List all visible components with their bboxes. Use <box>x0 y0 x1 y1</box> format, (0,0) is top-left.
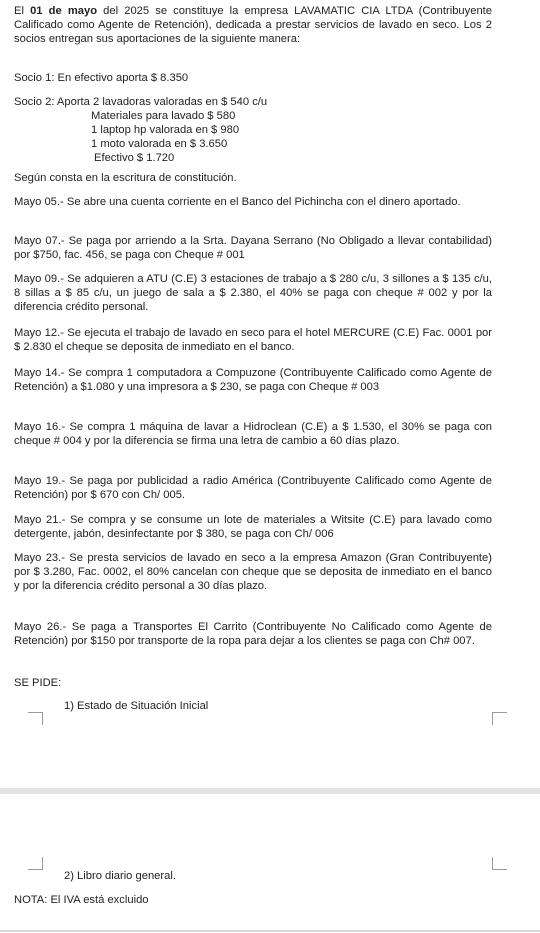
socio2-item: Efectivo $ 1.720 <box>94 152 175 164</box>
socio2-item: 1 laptop hp valorada en $ 980 <box>91 124 240 136</box>
transaction-date: Mayo 19. <box>14 475 62 487</box>
socio2-item: 1 moto valorada en $ 3.650 <box>91 138 228 150</box>
transaction-text: - Se paga por arriendo a la Srta. Dayana Serrano (No Obligado a llevar contabilidad) por $750, fac. 456, se paga con Cheque # 001 <box>14 235 492 261</box>
nota-line: NOTA: El IVA está excluido <box>14 894 149 906</box>
transaction-text: - Se compra 1 computadora a Compuzone (Contribuyente Calificado como Agente de Retención) a $1.080 y una impresora a $ 230, se paga con Cheque # 003 <box>14 367 492 393</box>
transaction-date: Mayo 16. <box>14 421 62 433</box>
transaction-text: - Se paga por publicidad a radio América (Contribuyente Calificado como Agente de Retención) por $ 670 con Ch/ 005. <box>14 475 492 501</box>
intro-paragraph <box>14 4 492 46</box>
transaction-text: - Se presta servicios de lavado en seco a la empresa Amazon (Gran Contribuyente) por $ 3.280, Fac. 0002, el 80% cancelan con cheque que se deposita de inmediato en el banco y por la diferencia crédito personal a 30 días plazo. <box>14 552 492 592</box>
transaction-may-14 <box>14 366 492 394</box>
transaction-text: Se paga a Transportes El Carrito (Contribuyente No Calificado como Agente de Retención) por $150 por transporte de la ropa para dejar a los clientes se paga con Ch# 007. <box>14 621 492 647</box>
transaction-date: Mayo 09. <box>14 273 61 285</box>
crop-mark-top-right <box>492 712 507 725</box>
transaction-may-05 <box>14 195 492 209</box>
socio2-block <box>14 95 492 165</box>
intro-rest: del 2025 se constituye la empresa LAVAMATIC CIA LTDA (Contribuyente Calificado como Agente de Retención), dedicada a prestar servicios de lavado en seco. Los 2 socios entregan sus aportaciones de la siguiente manera: <box>14 5 493 45</box>
crop-mark-bottom-left <box>28 857 43 870</box>
transaction-may-07 <box>14 234 492 262</box>
transaction-may-19 <box>14 474 492 502</box>
transaction-date: Mayo 21. <box>14 514 62 526</box>
crop-mark-top-left <box>28 712 43 725</box>
escritura-line: Según consta en la escritura de constitución. <box>14 172 237 184</box>
transaction-may-09 <box>14 272 492 314</box>
transaction-may-26 <box>14 620 492 648</box>
intro-date: 01 de mayo <box>30 5 98 17</box>
transaction-may-12 <box>14 326 492 354</box>
requirement-2: 2) Libro diario general. <box>64 870 176 882</box>
page-bottom-rule <box>0 930 540 932</box>
transaction-text: - Se adquieren a ATU (C.E) 3 estaciones de trabajo a $ 280 c/u, 3 sillones a $ 135 c/u, 8 sillas a $ 85 c/u, un juego de sala a $ 2.380, el 40% se paga con cheque # 002 y por la diferencia crédito personal. <box>14 273 492 313</box>
socio2-first-line: Socio 2: Aporta 2 lavadoras valoradas en $ 540 c/u <box>14 96 268 108</box>
transaction-date: Mayo 26.- <box>14 621 67 633</box>
transaction-date: Mayo 07. <box>14 235 61 247</box>
transaction-date: Mayo 23. <box>14 552 62 564</box>
crop-mark-bottom-right <box>492 857 507 870</box>
socio2-item: Materiales para lavado $ 580 <box>91 110 236 122</box>
transaction-may-21 <box>14 513 492 541</box>
transaction-text: Se abre una cuenta corriente en el Banco del Pichincha con el dinero aportado. <box>63 196 461 208</box>
transaction-date: Mayo 12. <box>14 327 61 339</box>
transaction-text: - Se ejecuta el trabajo de lavado en seco para el hotel MERCURE (C.E) Fac. 0001 por $ 2.830 el cheque se deposita de inmediato en el banco. <box>14 327 492 353</box>
transaction-text: - Se compra 1 máquina de lavar a Hidroclean (C.E) a $ 1.530, el 30% se paga con cheque # 004 y por la diferencia se firma una letra de cambio a 60 días plazo. <box>14 421 492 447</box>
transaction-date: Mayo 05.- <box>14 196 64 208</box>
transaction-may-16 <box>14 420 492 448</box>
requirement-1: 1) Estado de Situación Inicial <box>64 700 209 712</box>
transaction-text: - Se compra y se consume un lote de materiales a Witsite (C.E) para lavado como detergente, jabón, desinfectante por $ 380, se paga con Ch/ 006 <box>14 514 492 540</box>
se-pide-heading: SE PIDE: <box>14 677 62 689</box>
page-separator <box>0 788 540 794</box>
intro-pre: El <box>14 5 31 17</box>
transaction-may-23 <box>14 551 492 593</box>
socio1-line: Socio 1: En efectivo aporta $ 8.350 <box>14 72 189 84</box>
transaction-date: Mayo 14. <box>14 367 61 379</box>
